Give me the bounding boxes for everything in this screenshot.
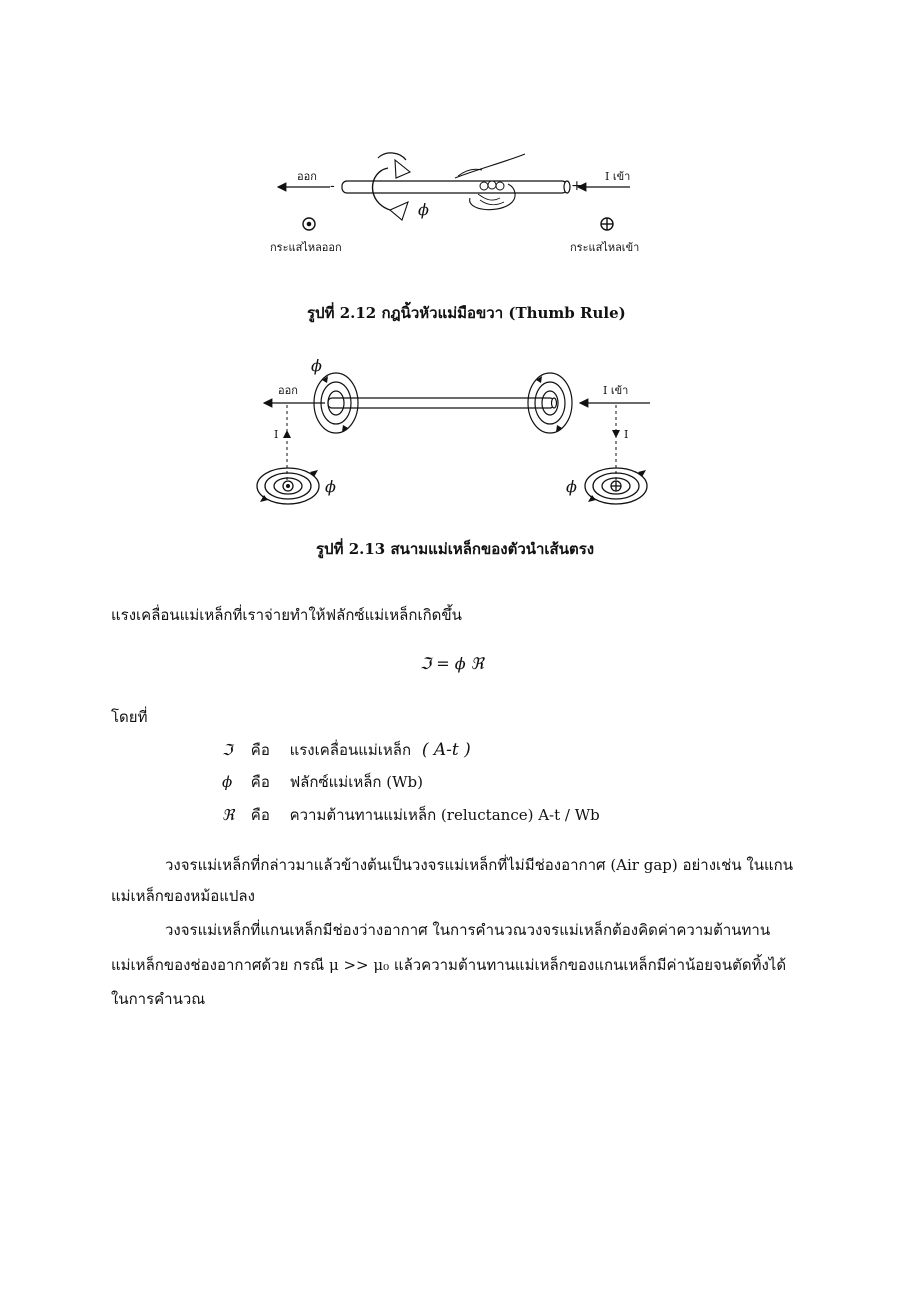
paragraph-2-line-2: แม่เหล็กของช่องอากาศด้วย กรณี μ >> μ₀ แล้วความต้านทานแม่เหล็กของแกนเหล็กมีค่าน้อยจนตัดทิ้งได้ bbox=[111, 956, 787, 974]
paragraph-1-line-1: วงจรแม่เหล็กที่กล่าวมาแล้วข้างต้นเป็นวงจรแม่เหล็กที่ไม่มีช่องอากาศ (Air gap) อย่างเช่น ในแกน bbox=[165, 856, 793, 874]
straight-conductor-field-figure bbox=[250, 350, 670, 520]
label-out: ออก bbox=[297, 170, 317, 183]
definition-mmf: ℑ คือ แรงเคลื่อนแม่เหล็ก ( A-t ) bbox=[222, 740, 471, 760]
label-in: I เข้า bbox=[603, 384, 629, 397]
paragraph-2-line-1: วงจรแม่เหล็กที่แกนเหล็กมีช่องว่างอากาศ ในการคำนวณวงจรแม่เหล็กต้องคิดค่าความต้านทาน bbox=[165, 921, 771, 939]
paragraph-2-line-3: ในการคำนวณ bbox=[111, 990, 206, 1008]
definition-flux: ϕ คือ ฟลักซ์แม่เหล็ก (Wb) bbox=[222, 773, 423, 791]
current-in-label: กระแสไหลเข้า bbox=[570, 241, 640, 254]
phi-label: ϕ bbox=[418, 200, 429, 219]
current-i-left: I bbox=[274, 428, 279, 441]
label-out: ออก bbox=[278, 384, 298, 397]
figure-caption-2-13: รูปที่ 2.13 สนามแม่เหล็กของตัวนำเส้นตรง bbox=[316, 540, 595, 558]
phi-top-label: ϕ bbox=[311, 356, 322, 375]
mmf-equation: ℑ = ϕ ℜ bbox=[420, 654, 484, 673]
minus-sign: - bbox=[330, 178, 335, 194]
where-label: โดยที่ bbox=[111, 708, 148, 726]
intro-paragraph: แรงเคลื่อนแม่เหล็กที่เราจ่ายทำให้ฟลักซ์แม่เหล็กเกิดขึ้น bbox=[111, 606, 462, 624]
conductor-rod bbox=[328, 398, 554, 408]
label-in: I เข้า bbox=[605, 170, 631, 183]
figure-caption-2-12: รูปที่ 2.12 กฎนิ้วหัวแม่มือขวา (Thumb Rule) bbox=[307, 304, 626, 322]
current-i-right: I bbox=[624, 428, 629, 441]
phi-right-label: ϕ bbox=[566, 477, 577, 496]
current-out-label: กระแสไหลออก bbox=[270, 241, 342, 254]
conductor-rod bbox=[342, 181, 567, 193]
phi-left-label: ϕ bbox=[325, 477, 336, 496]
definition-reluctance: ℜ คือ ความต้านทานแม่เหล็ก (reluctance) A-t / Wb bbox=[222, 806, 600, 824]
current-in-symbol bbox=[601, 218, 613, 230]
paragraph-1-line-2: แม่เหล็กของหม้อแปลง bbox=[111, 887, 255, 905]
plus-sign: + bbox=[571, 178, 583, 194]
